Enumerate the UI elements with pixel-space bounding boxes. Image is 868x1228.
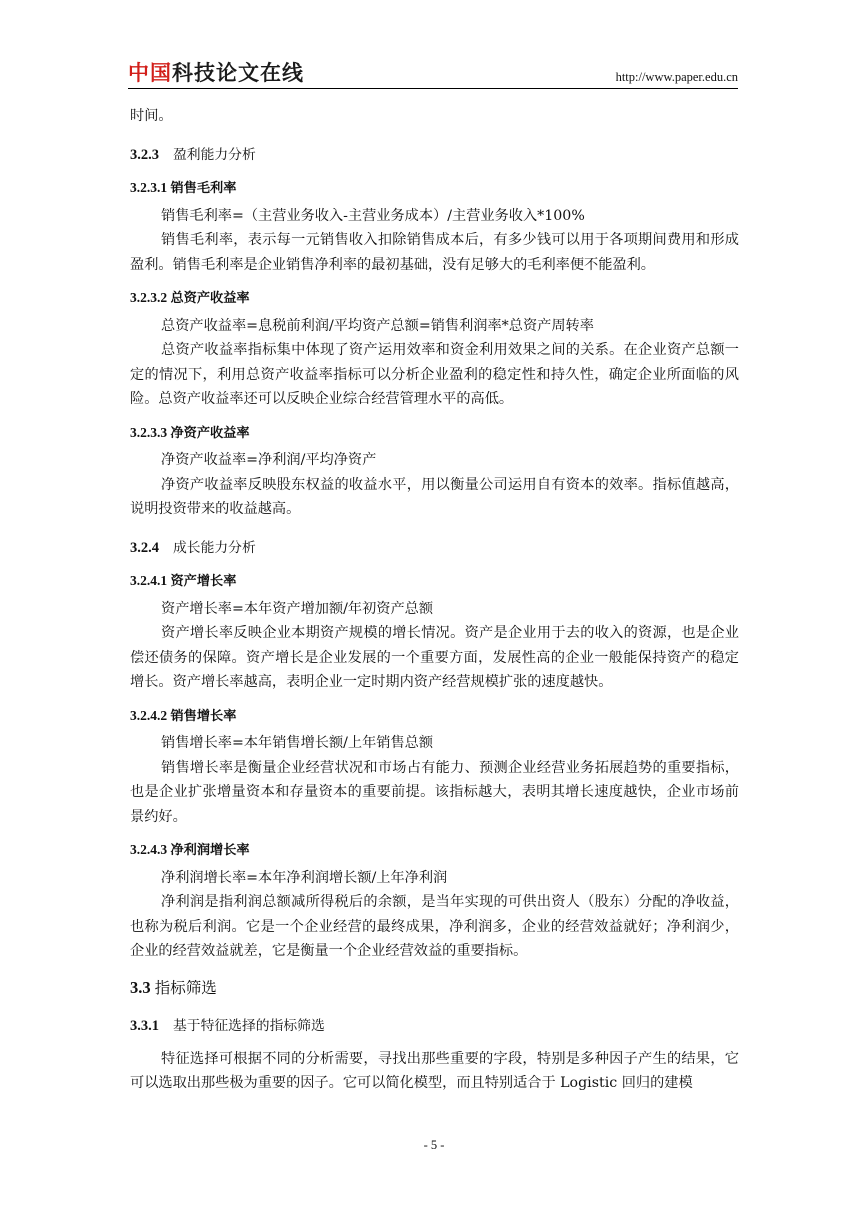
- heading-text: 基于特征选择的指标筛选: [173, 1018, 325, 1034]
- heading-number: 3.2.4.3: [130, 842, 168, 857]
- header-url[interactable]: http://www.paper.edu.cn: [615, 70, 738, 84]
- formula-asset-growth: 资产增长率=本年资产增加额/年初资产总额: [161, 600, 434, 617]
- heading-3-2-4: [130, 536, 739, 561]
- heading-text: 盈利能力分析: [173, 146, 256, 163]
- heading-3-2-3-2: [130, 286, 739, 312]
- heading-text: 销售增长率: [170, 708, 237, 724]
- heading-text: 指标筛选: [154, 978, 217, 997]
- heading-3-2-4-3: [130, 838, 739, 864]
- header-rule: [128, 88, 738, 89]
- heading-text: 净资产收益率: [170, 425, 250, 441]
- formula-sales-growth: 销售增长率=本年销售增长额/上年销售总额: [161, 735, 434, 751]
- paragraph-net-profit-growth: 净利润是指利润总额减所得税后的余额，是当年实现的可供出资人（股东）分配的净收益，也称为税后利润。它是一个企业经营的最终成果，净利润多，企业的经营效益就好；净利润少，企业的经营效益就差，它是衡量一个企业经营效益的重要指标。: [130, 894, 739, 959]
- page-body: [130, 104, 739, 1096]
- heading-3-3-1: [130, 1014, 739, 1039]
- heading-3-2-3-1: [130, 176, 739, 202]
- formula-net-profit-growth: 净利润增长率=本年净利润增长额/上年净利润: [161, 869, 448, 886]
- formula-roa: 总资产收益率=息税前利润/平均资产总额=销售利润率*总资产周转率: [161, 317, 594, 334]
- logo-dark-text: 科技论文在线: [172, 61, 304, 85]
- formula-roe: 净资产收益率=净利润/平均净资产: [161, 452, 377, 468]
- paragraph-continuation: 时间。: [130, 108, 173, 124]
- heading-number: 3.2.4.1: [130, 573, 168, 588]
- heading-3-2-4-1: [130, 569, 739, 595]
- paragraph-feature-selection: 特征选择可根据不同的分析需要，寻找出那些重要的字段，特别是多种因子产生的结果，它可以选取出那些极为重要的因子。它可以简化模型，而且特别适合于 Logistic 回归的建模: [130, 1050, 739, 1091]
- logo-red-text: 中国: [128, 61, 172, 85]
- heading-text: 总资产收益率: [170, 291, 250, 306]
- journal-logo: [128, 60, 304, 86]
- heading-number: 3.2.4.2: [130, 707, 168, 723]
- formula-gross-margin: 销售毛利率=（主营业务收入-主营业务成本）/主营业务收入*100%: [161, 207, 585, 224]
- heading-number: 3.2.3.3: [130, 424, 168, 440]
- heading-3-2-3: [130, 143, 739, 168]
- page-header: [128, 58, 738, 90]
- heading-number: 3.3.1: [130, 1018, 159, 1034]
- heading-text: 销售毛利率: [170, 181, 237, 196]
- heading-3-3: [130, 976, 739, 1001]
- heading-3-2-4-2: [130, 704, 739, 730]
- heading-number: 3.3: [130, 977, 151, 997]
- paragraph-gross-margin: 销售毛利率，表示每一元销售收入扣除销售成本后，有多少钱可以用于各项期间费用和形成盈利。销售毛利率是企业销售净利率的最初基础，没有足够大的毛利率便不能盈利。: [130, 232, 739, 273]
- heading-number: 3.2.3: [130, 146, 159, 163]
- heading-text: 成长能力分析: [173, 539, 256, 556]
- heading-3-2-3-3: [130, 421, 739, 447]
- heading-number: 3.2.3.1: [130, 180, 168, 195]
- heading-text: 资产增长率: [170, 574, 237, 589]
- paragraph-roa: 总资产收益率指标集中体现了资产运用效率和资金利用效果之间的关系。在企业资产总额一定的情况下，利用总资产收益率指标可以分析企业盈利的稳定性和持久性，确定企业所面临的风险。总资产收益率还可以反映企业综合经营管理水平的高低。: [130, 342, 739, 407]
- heading-number: 3.2.3.2: [130, 290, 168, 305]
- paragraph-roe: 净资产收益率反映股东权益的收益水平，用以衡量公司运用自有资本的效率。指标值越高，说明投资带来的收益越高。: [130, 476, 739, 517]
- paragraph-sales-growth: 销售增长率是衡量企业经营状况和市场占有能力、预测企业经营业务拓展趋势的重要指标，也是企业扩张增量资本和存量资本的重要前提。该指标越大，表明其增长速度越快，企业市场前景约好。: [130, 759, 739, 825]
- heading-text: 净利润增长率: [170, 843, 250, 858]
- page-number: - 5 -: [423, 1138, 445, 1152]
- paragraph-asset-growth: 资产增长率反映企业本期资产规模的增长情况。资产是企业用于去的收入的资源，也是企业偿还债务的保障。资产增长是企业发展的一个重要方面，发展性高的企业一般能保持资产的稳定增长。资产增长率越高，表明企业一定时期内资产经营规模扩张的速度越快。: [130, 625, 739, 690]
- heading-number: 3.2.4: [130, 539, 159, 556]
